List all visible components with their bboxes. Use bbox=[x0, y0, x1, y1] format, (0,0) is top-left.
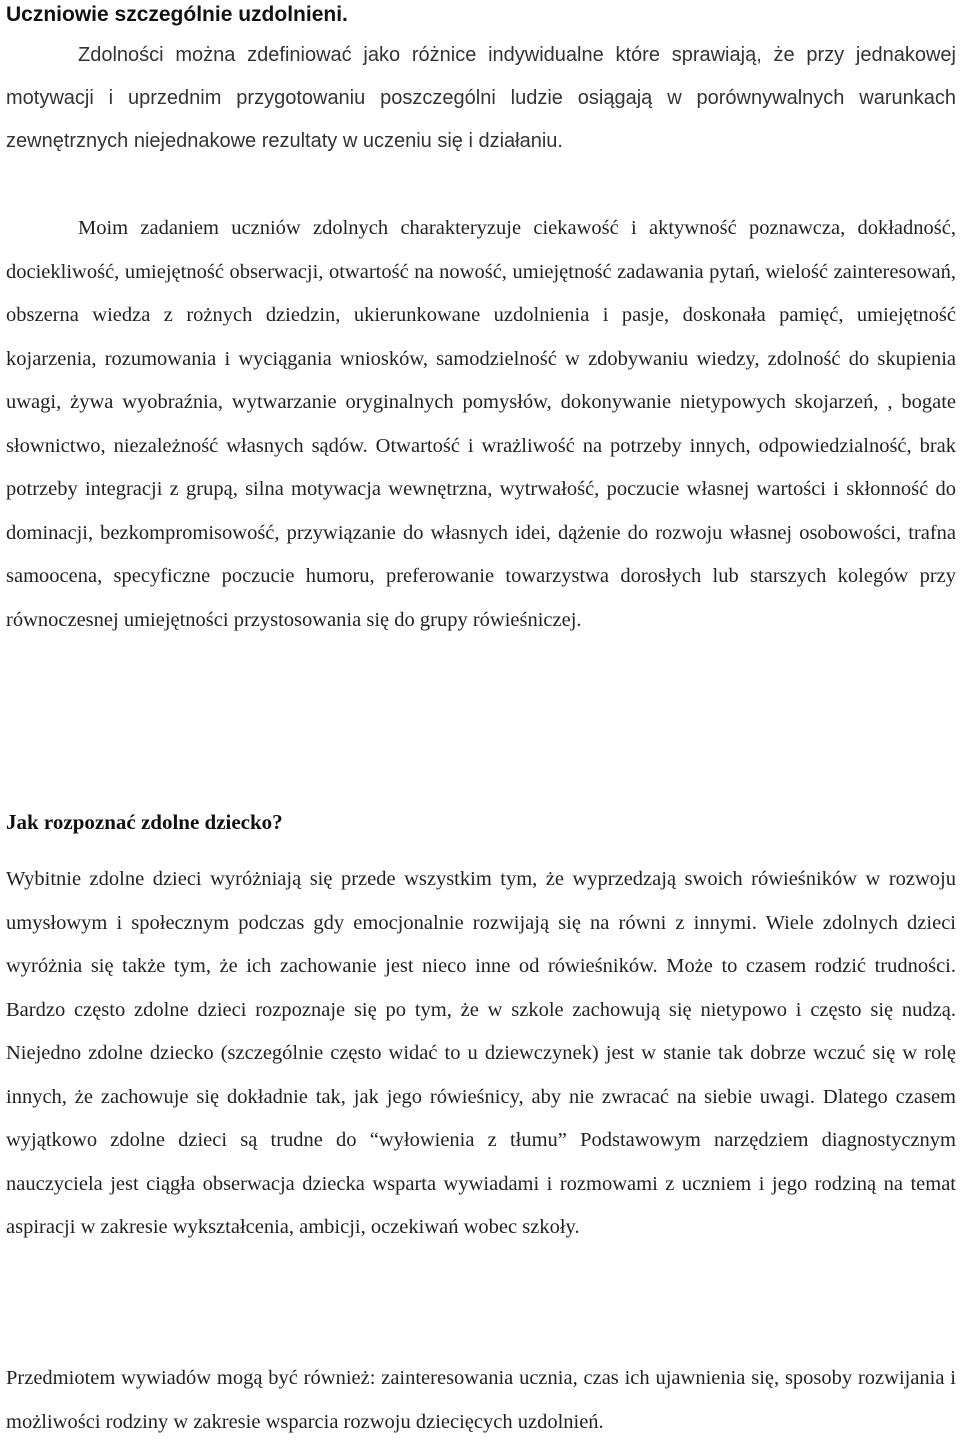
section-heading: Jak rozpoznać zdolne dziecko? bbox=[6, 810, 283, 834]
paragraph-traits: Moim zadaniem uczniów zdolnych charakteryzuje ciekawość i aktywność poznawcza, dokładność, dociekliwość, umiejętność obserwacji, otwartość na nowość, umiejętność zadawania pytań, wielość zainteresowań, obszerna wiedza z rożnych dziedzin, ukierunkowane uzdolnienia i pasje, doskonała pamięć, umiejętność kojarzenia, rozumowania i wyciągania wniosków, samodzielność w zdobywaniu wiedzy, zdolność do skupienia uwagi, żywa wyobraźnia, wytwarzanie oryginalnych pomysłów, dokonywanie nietypowych skojarzeń, , bogate słownictwo, niezależność własnych sądów. Otwartość i wrażliwość na potrzeby innych, odpowiedzialność, brak potrzeby integracji z grupą, silna motywacja wewnętrzna, wytrwałość, poczucie własnej wartości i skłonność do dominacji, bezkompromisowość, przywiązanie do własnych idei, dążenie do rozwoju własnej osobowości, trafna samoocena, specyficzne poczucie humoru, preferowanie towarzystwa dorosłych lub starszych kolegów przy równoczesnej umiejętności przystosowania się do grupy rówieśniczej. bbox=[6, 217, 956, 631]
paragraph-definition: Zdolności można zdefiniować jako różnice indywidualne które sprawiają, że przy jednakowej motywacji i uprzednim przygotowaniu poszczególni ludzie osiągają w porównywalnych warunkach zewnętrznych niejednakowe rezultaty w uczeniu się i działaniu. bbox=[6, 44, 956, 152]
page-title: Uczniowie szczególnie uzdolnieni. bbox=[6, 3, 348, 26]
paragraph-recognition: Wybitnie zdolne dzieci wyróżniają się przede wszystkim tym, że wyprzedzają swoich rówieśników w rozwoju umysłowym i społecznym podczas gdy emocjonalnie rozwijają się na równi z innymi. Wiele zdolnych dzieci wyróżnia się także tym, że ich zachowanie jest nieco inne od rówieśników. Może to czasem rodzić trudności. Bardzo często zdolne dzieci rozpoznaje się po tym, że w szkole zachowują się nietypowo i często się nudzą. Niejedno zdolne dziecko (szczególnie często widać to u dziewczynek) jest w stanie tak dobrze wczuć się w rolę innych, że zachowuje się dokładnie tak, jak jego rówieśnicy, aby nie zwracać na siebie uwagi. Dlatego czasem wyjątkowo zdolne dzieci są trudne do “wyłowienia z tłumu” Podstawowym narzędziem diagnostycznym nauczyciela jest ciągła obserwacja dziecka wsparta wywiadami i rozmowami z uczniem i jego rodziną na temat aspiracji w zakresie wykształcenia, ambicji, oczekiwań wobec szkoły. bbox=[6, 868, 956, 1238]
paragraph-interviews: Przedmiotem wywiadów mogą być również: zainteresowania ucznia, czas ich ujawnienia się, sposoby rozwijania i możliwości rodziny w zakresie wsparcia rozwoju dziecięcych uzdolnień. bbox=[6, 1367, 956, 1433]
